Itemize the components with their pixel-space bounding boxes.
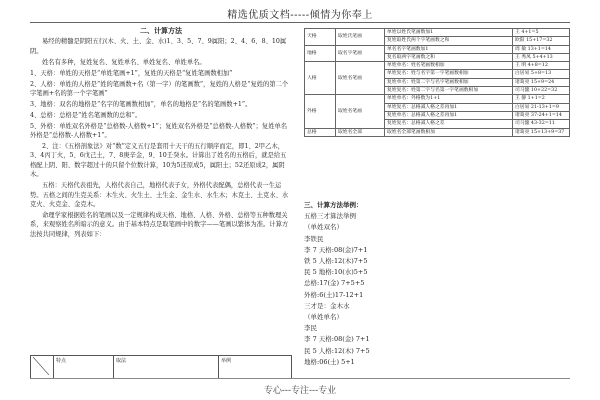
paragraph: 5、外格：单姓双名外格是“总格数-人格数+1”；复姓双名外格是“总格数-人格数”；复姓单名外格是“总格数-人格数+1”。 <box>30 122 288 140</box>
section-title: 二、计算方法 <box>140 26 182 35</box>
example-line: 总格:17(金) 7+5+5 <box>304 279 365 288</box>
rule-cell: 单姓单名：姓名笔画数相加 <box>385 62 513 70</box>
example-line: 地格:06(土) 5+1 <box>304 357 355 366</box>
footer-divider <box>30 378 570 379</box>
examples-section <box>304 200 570 368</box>
example-line: 铁 5 人格:12(木)7+5 <box>304 257 368 266</box>
example-line: 五格三才算法举例 <box>304 212 356 221</box>
page-footer: 专心---专注---专业 <box>263 386 337 396</box>
rule-cell: 复姓取姓氏两个字笔画数之和 <box>385 37 513 45</box>
header-divider <box>30 22 570 23</box>
category-cell: 总格 <box>305 128 336 136</box>
paragraph: 姓名有多种，复姓复名、复姓单名、单姓复名、单姓单名。 <box>42 58 206 66</box>
example-cell: 欧阳 15+17=32 <box>513 37 570 45</box>
header-cell: 取法 <box>114 356 219 379</box>
table-row <box>305 128 570 136</box>
method-cell: 取姓名笔画 <box>336 95 385 128</box>
paragraph: 3、地格：双名的地格是“名字的笔画数相加”，单名的地格是“名的笔画数+1”。 <box>30 100 252 108</box>
method-cell: 取姓氏笔画 <box>336 29 385 46</box>
example-cell: 司马懿 10+22=32 <box>513 87 570 95</box>
example-cell: 诸葛亮 37-24+1=14 <box>513 111 570 119</box>
method-table <box>30 355 292 379</box>
category-cell: 人格 <box>305 62 336 95</box>
example-line: 李铁民 <box>304 234 324 243</box>
example-cell: 王 静 1+1=2 <box>513 95 570 103</box>
rule-cell: 单姓复名：姓与名字第一字笔画数相加 <box>385 70 513 78</box>
table-row <box>305 45 570 53</box>
example-cell: 王 4+1=5 <box>513 29 570 37</box>
rule-cell: 单姓单名：外格数为1+1 <box>385 95 513 103</box>
example-line: 三才是：金木水 <box>304 301 350 310</box>
rule-cell: 复名取两字笔画数之和 <box>385 53 513 61</box>
rule-cell: 单姓以姓氏笔画数加1 <box>385 29 513 37</box>
rule-cell: 复姓复名：总格减人格之差 <box>385 120 513 128</box>
example-cell: 白居易 5+8=13 <box>513 70 570 78</box>
example-line: （单姓单名） <box>304 313 343 322</box>
method-cell: 取姓名笔画 <box>336 62 385 95</box>
right-column <box>304 28 570 137</box>
examples-title: 三、计算方法举例： <box>304 201 363 209</box>
rule-cell: 复姓单名：总格减人格之差再加1 <box>385 111 513 119</box>
category-cell: 外格 <box>305 95 336 128</box>
method-cell: 取名字笔画 <box>336 45 385 62</box>
rule-cell: 单名名字笔画数加1 <box>385 45 513 53</box>
paragraph: 易经的精髓是阴阳五行(木、火、土、金、水)1、3、5、7、9属阳；2、4、6、8、10属阴。 <box>30 38 287 55</box>
example-line: 民 5 地格:10(水)5+5 <box>304 268 368 277</box>
example-cell: 周 敏 13+1=14 <box>513 45 570 53</box>
header-cell: 特点 <box>54 356 114 379</box>
paragraph: 2、注：《五格剖象法》对“数”定义五行是套用十天干的五行顺序而定，即1、2甲乙木，3、4丙丁火，5、6戊己土，7、8庚辛金，9、10壬癸水。计算出了姓名的五格后，就是给五格配上阴、阳、数字超过十的只留个位数计算，10为5还原成5，属阳土；52还原成2，属阴木。 <box>30 142 287 179</box>
example-line: 外格:6(土)17-12+1 <box>304 290 364 299</box>
example-cell: 诸葛亮 15+13+9=37 <box>513 128 570 136</box>
paragraph: 命理学家根据姓名的笔画以及一定规律构成天格、地格、人格、外格、总格等五种数理关系，来观察姓名所暗示的意义。由于基本特点是取笔画中的数字——笔画以繁体为准。计算方法按共同规律，列表如下： <box>30 211 289 238</box>
rule-cell: 复姓单名：姓第二字与名字笔画数相加 <box>385 78 513 86</box>
category-cell: 地格 <box>305 45 336 62</box>
paragraph: 五格：天格代表祖先，人格代表自己，地格代表子女，外格代表配偶，总格代表一生运势。五格之间的生克关系：木生火、火生土、土生金、金生水、水生木；木克土、土克水、水克火、火克金、金克木。 <box>30 182 289 208</box>
paragraph: 2、人格：单姓的人格是“姓的笔画数+名（第一字）的笔画数”，复姓的人格是“复姓的第二个字笔画+名的第一个字笔画” <box>30 80 289 97</box>
table-row <box>305 95 570 103</box>
diagonal-line <box>33 357 49 375</box>
rule-cell: 单姓复名：总格减人格之差再加1 <box>385 103 513 111</box>
paragraph: 1、天格：单姓的天格是“单姓笔画+1”，复姓的天格是“复姓笔画数相加” <box>30 69 233 77</box>
example-cell: 司马懿 43-32=11 <box>513 120 570 128</box>
left-column <box>30 26 292 241</box>
example-cell: 白居易 21-13+1=9 <box>513 103 570 111</box>
example-line: （单姓双名） <box>304 223 343 232</box>
example-line: 李 7 天格:08(金)7+1 <box>304 245 368 254</box>
diagonal-cell <box>31 356 54 379</box>
rules-table <box>304 28 570 137</box>
rule-cell: 取姓名全部笔画数相加 <box>385 128 513 136</box>
example-cell: 诸葛亮 15+9=24 <box>513 78 570 86</box>
example-line: 李民 <box>304 324 317 333</box>
header-cell: 举例 <box>219 356 292 379</box>
paragraph: 4、总格：总格是“姓名笔画数的总和”。 <box>30 111 142 119</box>
method-cell: 取姓名全部 <box>336 128 385 136</box>
example-cell: 王 明 4+8=12 <box>513 62 570 70</box>
table-row <box>305 62 570 70</box>
example-line: 李 7 天格:08(金) 7+1 <box>304 335 370 344</box>
table-row <box>305 29 570 37</box>
example-line: 民 5 人格:12(木) 7+5 <box>304 346 370 355</box>
example-cell: 王 秀凤 5+4+13 <box>513 53 570 61</box>
page-header: 精选优质文档-----倾情为你奉上 <box>227 10 373 21</box>
category-cell: 天格 <box>305 29 336 46</box>
rule-cell: 复姓复名：姓第二字与名第一字笔画数相加 <box>385 87 513 95</box>
